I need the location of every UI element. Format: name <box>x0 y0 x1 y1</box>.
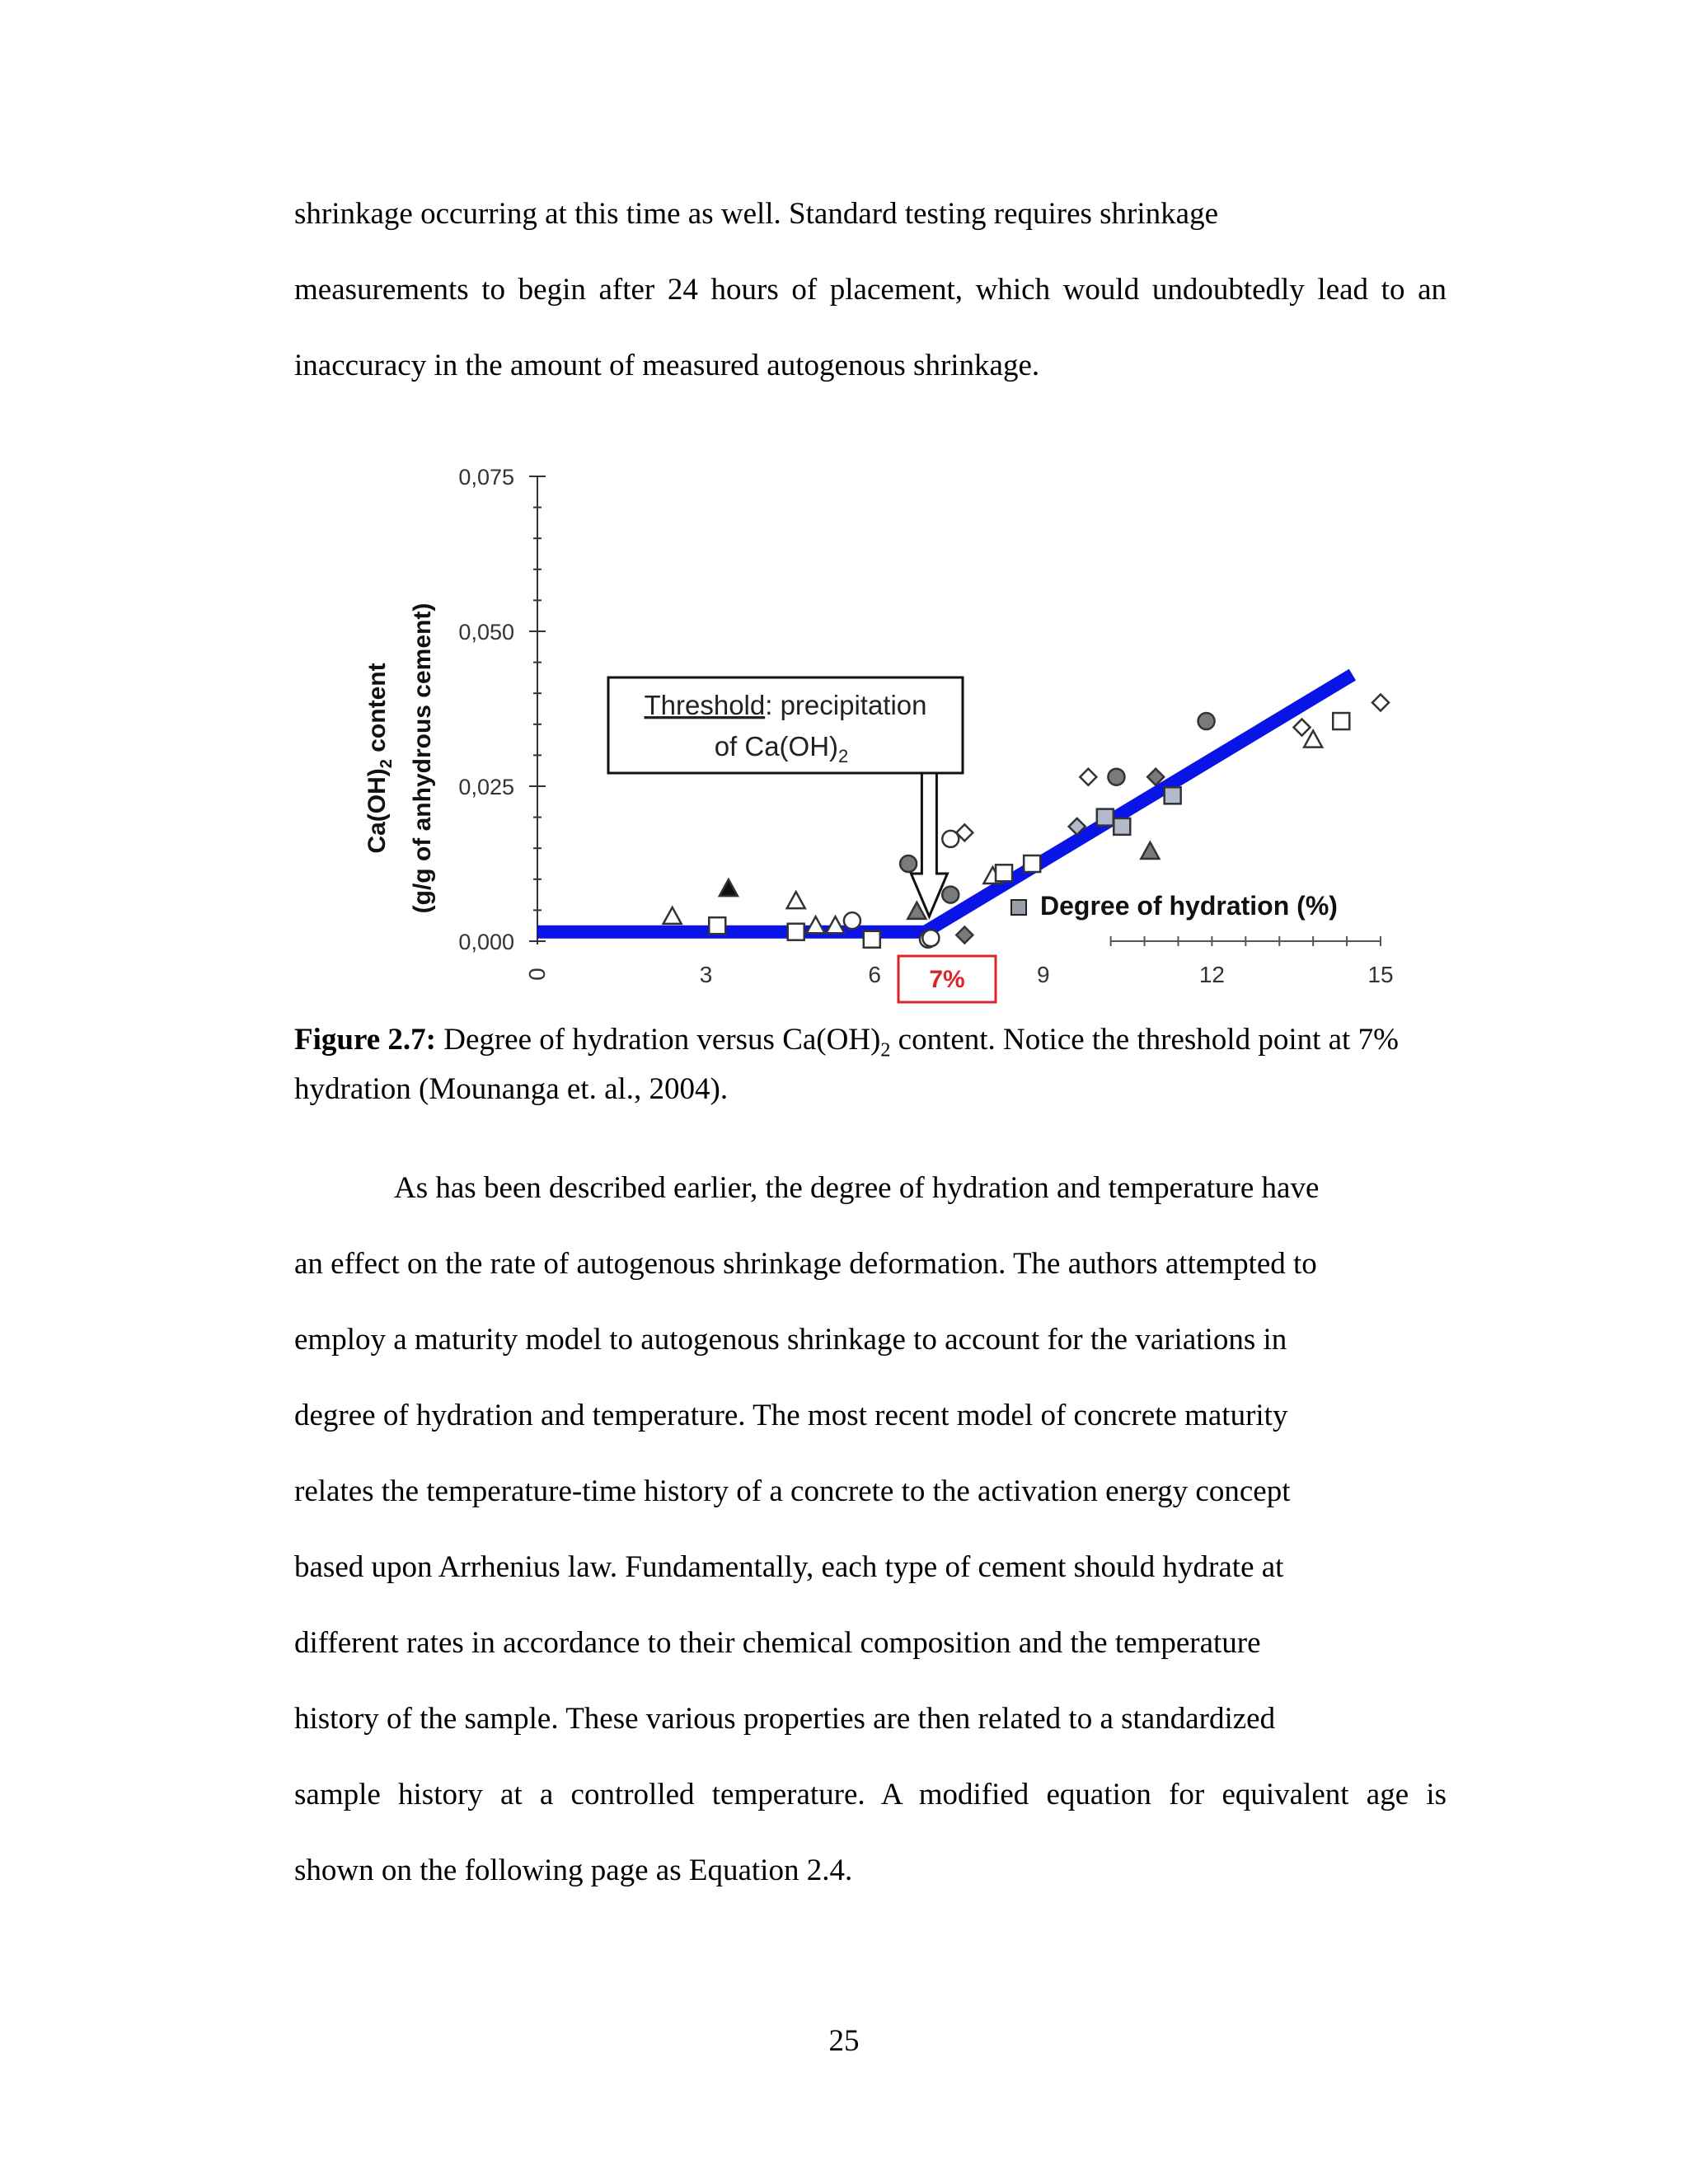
data-point-square <box>1165 787 1181 804</box>
data-point-square <box>1333 713 1349 729</box>
paragraph-line: history of the sample. These various properties are then related to a standardized <box>294 1702 1276 1736</box>
data-point-square <box>709 917 725 934</box>
y-tick-label: 0,075 <box>458 465 514 490</box>
caption-subscript: 2 <box>880 1039 891 1062</box>
y-tick-label: 0,025 <box>458 775 514 799</box>
paragraph-line: based upon Arrhenius law. Fundamentally, each type of cement should hydrate at <box>294 1550 1284 1584</box>
data-point-diamond <box>956 926 973 943</box>
y-axis-label-line2: (g/g of anhydrous cement) <box>409 602 436 914</box>
paragraph-line: measurements to begin after 24 hours of placement, which would undoubtedly lead to an <box>294 273 1447 307</box>
data-point-triangle <box>663 907 682 924</box>
data-point-square <box>788 924 804 940</box>
caption-text-post: content. Notice the threshold point at 7% hydration (Mounanga et. al., 2004). <box>294 1023 1399 1107</box>
data-point-diamond <box>1080 769 1096 785</box>
paragraph-line: different rates in accordance to their chemical composition and the temperature <box>294 1626 1261 1660</box>
page-number: 25 <box>828 2024 860 2058</box>
caption-text: Degree of hydration versus Ca(OH) <box>435 1023 881 1057</box>
x-tick-label: 6 <box>868 962 881 987</box>
paragraph-line: shown on the following page as Equation 2.4. <box>294 1854 853 1887</box>
data-point-triangle <box>720 879 738 896</box>
caption-label: Figure 2.7: <box>294 1023 436 1057</box>
chart-annotations <box>608 677 996 1002</box>
data-point-circle <box>900 855 917 872</box>
paragraph-line: sample history at a controlled temperature. A modified equation for equivalent age is <box>294 1778 1447 1811</box>
paragraph-line: As has been described earlier, the degree of hydration and temperature have <box>394 1171 1320 1205</box>
data-point-triangle <box>807 916 825 933</box>
x-tick-label: 0 <box>524 968 550 981</box>
data-point-triangle <box>826 916 844 933</box>
paragraph-line: degree of hydration and temperature. The most recent model of concrete maturity <box>294 1399 1288 1432</box>
data-point-diamond <box>1372 694 1389 710</box>
paragraph-line: inaccuracy in the amount of measured autogenous shrinkage. <box>294 349 1040 382</box>
data-point-circle <box>844 912 860 929</box>
x-tick-label: 3 <box>699 962 713 987</box>
data-point-circle <box>922 930 939 946</box>
threshold-box-line1: Threshold: precipitation <box>644 690 927 720</box>
data-point-square <box>1114 818 1130 835</box>
threshold-box-line2: of $Ca(OH)_2$ <box>714 731 849 766</box>
x-label-square-icon <box>1011 900 1026 915</box>
data-point-triangle <box>1141 842 1159 859</box>
data-point-square <box>1097 809 1114 826</box>
data-point-square <box>996 865 1012 881</box>
y-axis-label-line1: $Ca(OH)_2$ content <box>363 663 396 854</box>
x-tick-label: 12 <box>1198 962 1225 987</box>
paragraph-line: employ a maturity model to autogenous shrinkage to account for the variations in <box>294 1323 1287 1357</box>
data-point-triangle <box>1304 731 1322 748</box>
data-point-triangle <box>787 892 805 908</box>
data-point-circle <box>942 887 959 903</box>
figure-caption <box>294 1020 1447 1108</box>
paragraph-line: relates the temperature-time history of a concrete to the activation energy concept <box>294 1474 1291 1508</box>
data-point-square <box>1024 855 1040 872</box>
threshold-label: 7% <box>929 966 965 993</box>
paragraph-line: an effect on the rate of autogenous shrinkage deformation. The authors attempted to <box>294 1247 1317 1281</box>
data-point-diamond <box>1294 719 1311 736</box>
x-tick-label: 15 <box>1367 962 1394 987</box>
y-tick-label: 0,050 <box>458 620 514 644</box>
x-tick-label: 9 <box>1037 962 1050 987</box>
data-point-circle <box>1198 713 1215 729</box>
y-tick-label: 0,000 <box>458 930 514 954</box>
data-point-circle <box>1108 769 1124 785</box>
paragraph-line: shrinkage occurring at this time as well. Standard testing requires shrinkage <box>294 197 1219 231</box>
hydration-chart <box>0 0 1688 1030</box>
data-point-square <box>864 931 880 948</box>
x-axis-label: Degree of hydration (%) <box>1040 891 1338 921</box>
